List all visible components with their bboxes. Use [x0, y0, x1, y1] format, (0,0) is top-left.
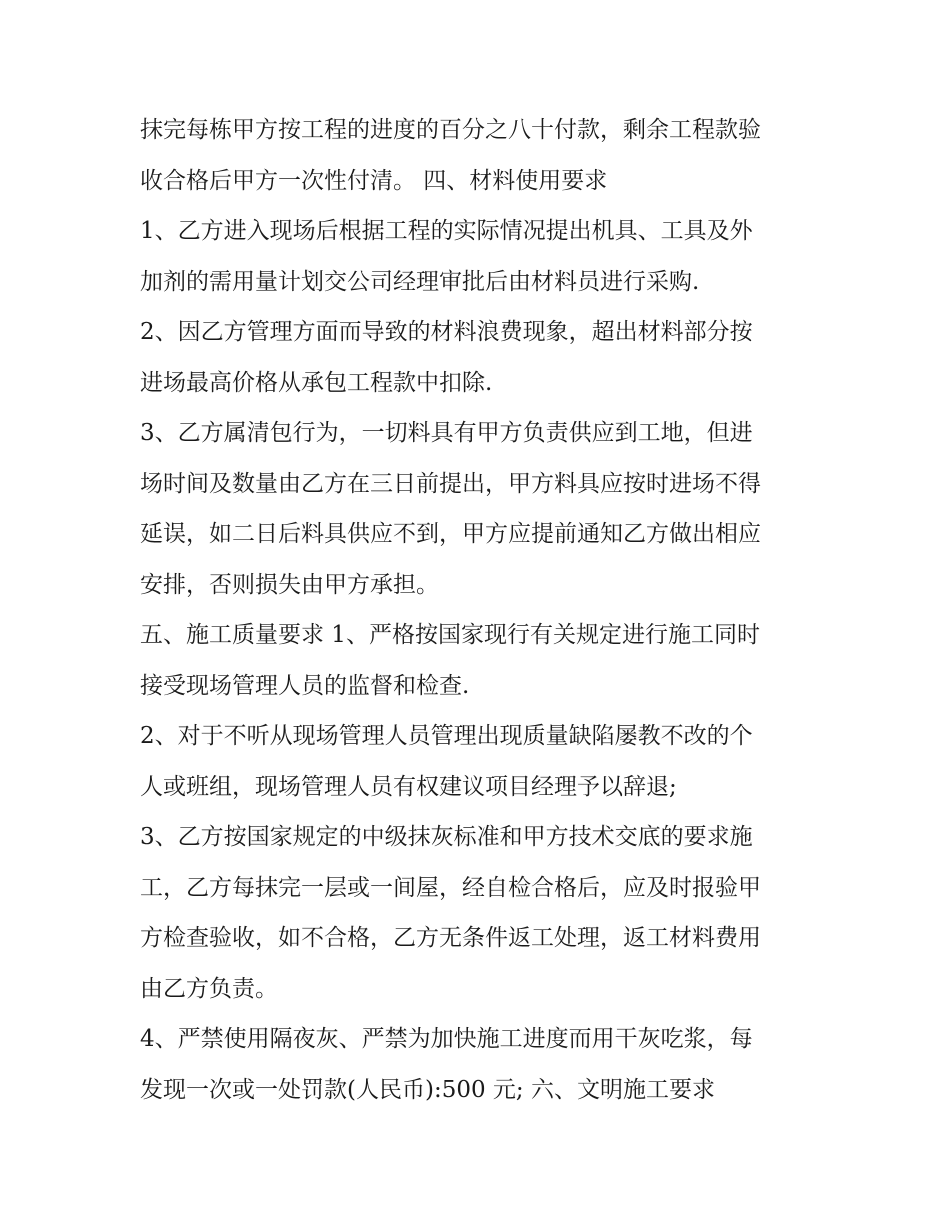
document-body: [140, 105, 820, 1115]
text-line: 延误，如二日后料具供应不到，甲方应提前通知乙方做出相应: [140, 521, 761, 547]
text-line: 抹完每栋甲方按工程的进度的百分之八十付款，剩余工程款验: [140, 117, 761, 143]
text-line: 4、严禁使用隔夜灰、严禁为加快施工进度而用干灰吃浆，每: [140, 1026, 753, 1052]
text-line: 3、乙方属清包行为，一切料具有甲方负责供应到工地，但进: [140, 420, 753, 446]
text-line: 由乙方负责。: [140, 975, 278, 1002]
text-line: 工，乙方每抹完一层或一间屋，经自检合格后，应及时报验甲: [140, 874, 761, 901]
text-line: 方检查验收，如不合格，乙方无条件返工处理，返工材料费用: [140, 925, 761, 951]
text-line: 五、施工质量要求 1、严格按国家现行有关规定进行施工同时: [140, 622, 760, 648]
text-line: 进场最高价格从承包工程款中扣除.: [140, 369, 493, 396]
text-line: 2、对于不听从现场管理人员管理出现质量缺陷屡教不改的个: [140, 723, 753, 749]
text-line: 1、乙方进入现场后根据工程的实际情况提出机具、工具及外: [140, 218, 753, 244]
text-line: 人或班组，现场管理人员有权建议项目经理予以辞退;: [140, 773, 677, 800]
text-line: 3、乙方按国家规定的中级抹灰标准和甲方技术交底的要求施: [140, 824, 753, 850]
text-line: 接受现场管理人员的监督和检查.: [140, 672, 470, 699]
text-line: 收合格后甲方一次性付清。 四、材料使用要求: [140, 167, 608, 194]
text-line: 2、因乙方管理方面而导致的材料浪费现象，超出材料部分按: [140, 319, 753, 345]
text-line: 场时间及数量由乙方在三日前提出，甲方料具应按时进场不得: [140, 470, 761, 497]
text-line: 加剂的需用量计划交公司经理审批后由材料员进行采购.: [140, 268, 700, 295]
text-line: 安排，否则损失由甲方承担。: [140, 571, 439, 598]
text-line: 发现一次或一处罚款(人民币):500 元; 六、文明施工要求: [140, 1076, 715, 1103]
